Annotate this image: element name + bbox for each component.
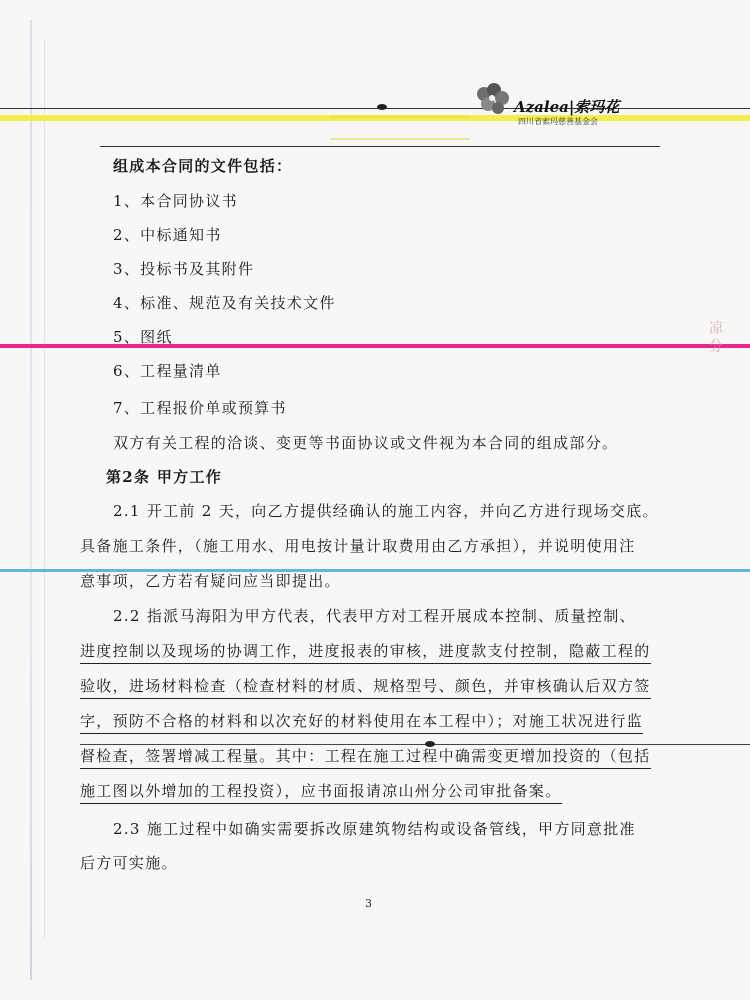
list-item: 5、图纸	[113, 328, 173, 346]
article-title: 第2条 甲方工作	[106, 468, 223, 486]
clause-line: 后方可实施。	[80, 854, 178, 872]
list-item: 7、工程报价单或预算书	[113, 399, 287, 417]
list-item: 3、投标书及其附件	[113, 260, 255, 278]
clause-line-underlined: 施工图以外增加的工程投资），应书面报请凉山州分公司审批备案。	[80, 780, 562, 804]
closing-paragraph: 双方有关工程的洽谈、变更等书面协议或文件视为本合同的组成部分。	[113, 434, 619, 452]
list-item: 2、中标通知书	[113, 226, 222, 244]
clause-line: 2.2 指派马海阳为甲方代表，代表甲方对工程开展成本控制、质量控制、	[113, 607, 636, 625]
clause-line: 2.3 施工过程中如确实需要拆改原建筑物结构或设备管线，甲方同意批准	[113, 820, 636, 838]
logo-subtitle: 四川省索玛慈善基金会	[518, 117, 598, 126]
clause-line-underlined: 督检查，签署增减工程量。其中：工程在施工过程中确需变更增加投资的（包括	[80, 745, 651, 769]
clause-line: 具备施工条件，（施工用水、用电按计量计取费用由乙方承担），并说明使用注	[80, 537, 636, 555]
list-item: 6、工程量清单	[113, 362, 222, 380]
side-stamp: 凉 分	[707, 320, 723, 353]
clause-line-underlined: 字，预防不合格的材料和以次充好的材料使用在本工程中）；对施工状况进行监	[80, 710, 643, 734]
clause-line: 2.1 开工前 2 天，向乙方提供经确认的施工内容，并向乙方进行现场交底。	[113, 502, 659, 520]
list-heading: 组成本合同的文件包括：	[113, 157, 293, 175]
logo-name: Azalea|索玛花	[514, 98, 620, 116]
list-item: 4、标准、规范及有关技术文件	[113, 294, 336, 312]
page-number: 3	[365, 897, 372, 910]
clause-line: 意事项，乙方若有疑问应当即提出。	[80, 572, 341, 590]
clause-line-underlined: 进度控制以及现场的协调工作，进度报表的审核，进度款支付控制，隐蔽工程的	[80, 640, 651, 664]
list-item: 1、本合同协议书	[113, 192, 238, 210]
clause-line-underlined: 验收，进场材料检查（检查材料的材质、规格型号、颜色，并审核确认后双方签	[80, 675, 651, 699]
